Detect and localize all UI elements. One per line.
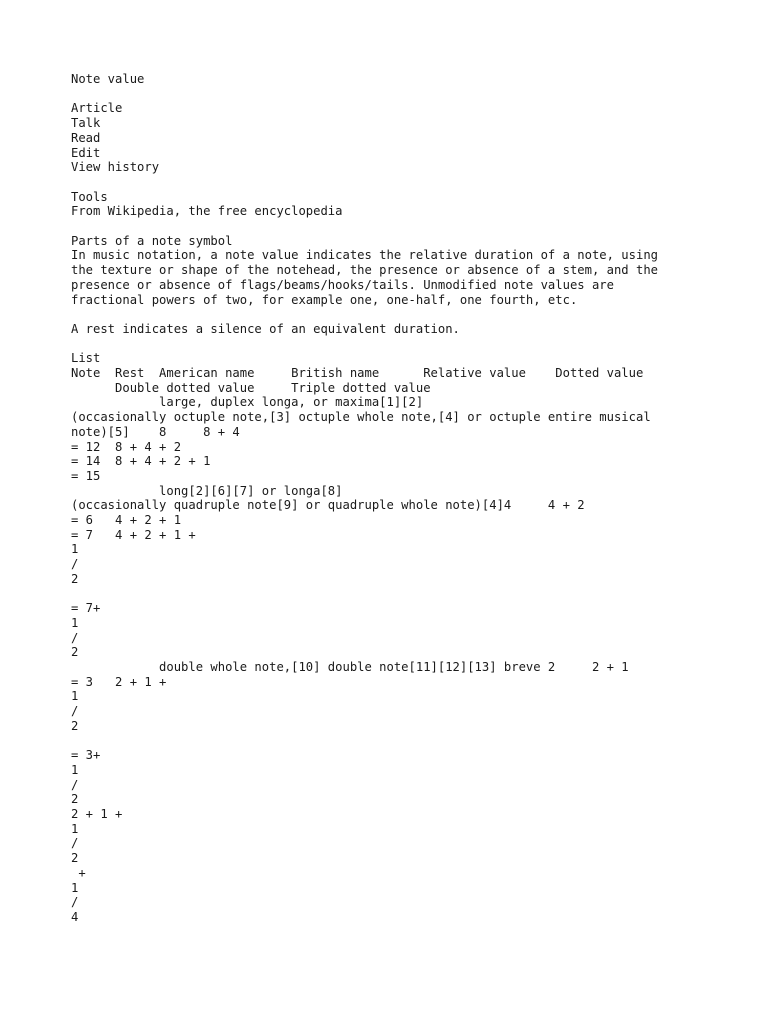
table-line: note)[5] 8 8 + 4 [71, 424, 240, 439]
table-line: / [71, 895, 79, 910]
table-line: = 3 2 + 1 + [71, 674, 167, 689]
table-line: = 14 8 + 4 + 2 + 1 [71, 454, 211, 469]
table-line: = 7+ [71, 601, 101, 616]
blank-line [71, 337, 751, 352]
table-line: / [71, 630, 79, 645]
table-line: 2 [71, 718, 79, 733]
note-value-table [71, 395, 751, 924]
table-header: Double dotted value Triple dotted value [71, 380, 431, 395]
tools-menu[interactable]: Tools [71, 189, 108, 204]
blank-line [71, 87, 751, 102]
tab-edit[interactable]: Edit [71, 145, 101, 160]
table-line: / [71, 704, 79, 719]
table-line: 1 [71, 762, 79, 777]
table-line: 2 [71, 851, 79, 866]
table-line: 1 [71, 615, 79, 630]
table-line: / [71, 836, 79, 851]
table-line: 1 [71, 880, 79, 895]
intro-line: presence or absence of flags/beams/hooks/tails. Unmodified note values are [71, 277, 614, 292]
table-line: (occasionally quadruple note[9] or quadruple whole note)[4]4 4 + 2 [71, 498, 585, 513]
table-line: 2 [71, 792, 79, 807]
table-line: = 12 8 + 4 + 2 [71, 439, 182, 454]
article-document [71, 72, 751, 925]
blank-line [71, 734, 751, 749]
table-line: / [71, 777, 79, 792]
tab-view-history[interactable]: View history [71, 160, 160, 175]
table-line: = 7 4 + 2 + 1 + [71, 527, 196, 542]
blank-line [71, 175, 751, 190]
table-header: Note Rest American name British name Relative value Dotted value [71, 365, 644, 380]
table-line: 1 [71, 542, 79, 557]
intro-line: fractional powers of two, for example one, one-half, one fourth, etc. [71, 292, 578, 307]
table-line: (occasionally octuple note,[3] octuple whole note,[4] or octuple entire musical [71, 410, 651, 425]
table-line: = 15 [71, 468, 101, 483]
rest-sentence: A rest indicates a silence of an equivalent duration. [71, 321, 460, 336]
list-heading: List [71, 351, 101, 366]
figure-caption: Parts of a note symbol [71, 233, 233, 248]
table-line: large, duplex longa, or maxima[1][2] [71, 395, 424, 410]
blank-line [71, 219, 751, 234]
table-line: = 3+ [71, 748, 101, 763]
blank-line [71, 587, 751, 602]
table-line: 2 [71, 645, 79, 660]
tab-article[interactable]: Article [71, 101, 123, 116]
table-line: double whole note,[10] double note[11][12][13] breve 2 2 + 1 [71, 660, 629, 675]
tab-read[interactable]: Read [71, 130, 101, 145]
table-line: 1 [71, 821, 79, 836]
tagline: From Wikipedia, the free encyclopedia [71, 204, 343, 219]
table-line: 4 [71, 909, 79, 924]
intro-line: In music notation, a note value indicates the relative duration of a note, using [71, 248, 658, 263]
table-line: 2 + 1 + [71, 807, 123, 822]
table-line: / [71, 557, 79, 572]
table-line: 2 [71, 571, 79, 586]
intro-line: the texture or shape of the notehead, the presence or absence of a stem, and the [71, 263, 658, 278]
table-line: = 6 4 + 2 + 1 [71, 513, 182, 528]
blank-line [71, 307, 751, 322]
table-line: long[2][6][7] or longa[8] [71, 483, 343, 498]
tab-talk[interactable]: Talk [71, 116, 101, 131]
table-line: + [71, 865, 86, 880]
table-line: 1 [71, 689, 79, 704]
page-title: Note value [71, 72, 145, 86]
